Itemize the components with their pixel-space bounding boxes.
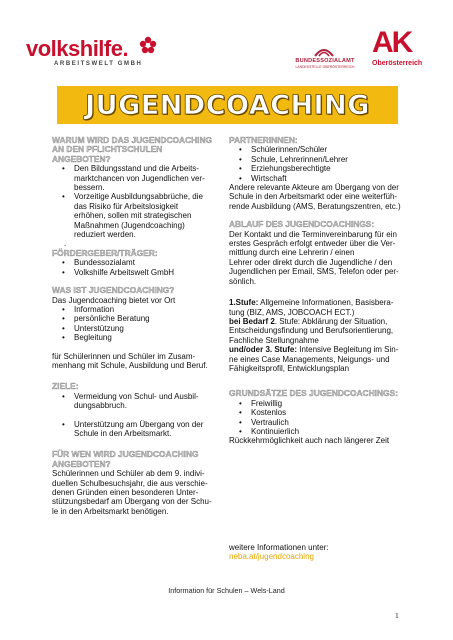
fuer-wen-text xyxy=(52,469,230,516)
stage-2 xyxy=(229,317,411,345)
line: erstes Gespräch erfolgt entweder über die Ver- xyxy=(229,239,396,249)
stage-2-label: bei Bedarf 2 xyxy=(229,316,275,326)
line: sönlich. xyxy=(229,276,257,286)
list-item: • Volkshilfe Arbeitswelt GmbH xyxy=(52,268,230,277)
partnerinnen-text xyxy=(229,183,411,211)
grundsaetze-list xyxy=(229,399,411,437)
list-item: • Wirtschaft xyxy=(229,174,411,183)
stage-3-text: ne eines Case Managements, Neigungs- und xyxy=(229,354,390,364)
ablauf-text xyxy=(229,230,411,286)
stage-1-text: tung (BIZ, AMS, JOBCOACH ECT.) xyxy=(229,307,355,317)
volkshilfe-logo xyxy=(26,36,156,70)
ak-logo xyxy=(368,26,426,70)
line: Der Kontakt und die Terminvereinbarung für ein xyxy=(229,229,397,239)
right-column xyxy=(229,136,411,562)
line: Schule in den Arbeitsmarkt. xyxy=(74,428,172,438)
list-item: • Begleitung xyxy=(52,333,230,342)
list-item xyxy=(52,420,230,439)
heading-line: ANGEBOTEN? xyxy=(52,458,111,469)
bundessozialamt-subtitle: LANDESSTELLE OBERÖSTERREICH xyxy=(295,65,355,69)
list-item xyxy=(52,164,230,192)
volkshilfe-subtitle: ARBEITSWELT GMBH xyxy=(54,61,143,67)
heading-partnerinnen: PARTNERINNEN: xyxy=(229,135,298,145)
line: denen Gründen einen besonderen Unter- xyxy=(52,488,199,497)
list-item: • Schülerinnen/Schüler xyxy=(229,145,411,154)
list-item xyxy=(52,192,230,239)
line: duellen Schulbesuchsjahr, die aus verschie- xyxy=(52,478,208,488)
partnerinnen-list xyxy=(229,145,411,183)
list-item: • Kostenlos xyxy=(229,408,411,417)
line: rende Ausbildung (AMS, Beratungszentren, etc.) xyxy=(229,201,401,211)
heading-ablauf: ABLAUF DES JUGENDCOACHINGS: xyxy=(229,219,375,230)
heading-line: AN DEN PFLICHTSCHULEN xyxy=(52,144,163,155)
was-ist-outro xyxy=(52,352,230,371)
heading-foerdergeber: FÖRDERGEBER/TRÄGER: xyxy=(52,247,158,258)
list-item: • Bundessozialamt xyxy=(52,258,230,267)
line: • Vermeidung von Schul- und Ausbil- xyxy=(74,391,199,401)
list-item: • Schule, Lehrerinnen/Lehrer xyxy=(229,155,411,164)
banner-title: JUGENDCOACHING xyxy=(85,89,370,121)
line: • Den Bildungsstand und die Arbeits- xyxy=(74,164,199,174)
stage-1 xyxy=(229,298,411,317)
line: • Vorzeitige Ausbildungsabbrüche, die xyxy=(74,192,203,202)
more-info-link[interactable]: neba.at/jugendcoaching xyxy=(229,552,314,562)
line: Maßnahmen (Jugendcoaching) xyxy=(74,220,185,230)
line: dungsabbruch. xyxy=(74,401,127,411)
list-item: • Kontinuierlich xyxy=(229,427,411,436)
heading-fuer-wen xyxy=(52,450,230,469)
ak-letters: AK xyxy=(372,26,412,59)
line: reduziert werden. xyxy=(74,230,136,240)
list-item xyxy=(52,392,230,411)
line: das Risiko für Arbeitslosigkeit xyxy=(74,201,179,211)
stray-dot: . xyxy=(64,239,67,249)
ak-region: Oberösterreich xyxy=(372,60,423,67)
list-item: • Erziehungsberechtigte xyxy=(229,164,411,173)
heading-grundsaetze: GRUNDSÄTZE DES JUGENDCOACHINGS: xyxy=(229,388,398,399)
was-ist-list xyxy=(52,305,230,343)
title-banner xyxy=(57,86,398,124)
was-ist-intro: Das Jugendcoaching bietet vor Ort xyxy=(52,295,176,305)
list-item: • Vertraulich xyxy=(229,418,411,427)
stage-1-text: Allgemeine Informationen, Basisbera- xyxy=(258,298,394,308)
list-item: • Information xyxy=(52,305,230,314)
warum-list xyxy=(52,164,230,239)
stage-3-label: und/oder 3. Stufe: xyxy=(229,345,297,355)
grundsaetze-text: Rückkehrmöglichkeit auch nach längerer Zeit xyxy=(229,436,390,446)
line: Jugendlichen per Email, SMS, Telefon oder per- xyxy=(229,267,399,277)
stage-3-text: Fähigkeitsprofil, Entwicklungsplan xyxy=(229,363,350,373)
page-number: 1 xyxy=(395,611,399,620)
stage-2-text: . Stufe: Abklärung der Situation, xyxy=(274,316,388,326)
line: menhang mit Schule, Ausbildung und Beruf. xyxy=(52,360,208,370)
stage-1-label: 1.Stufe: xyxy=(229,298,259,308)
line: mittlung durch eine Lehrerin / einen xyxy=(229,248,355,258)
heading-was-ist: WAS IST JUGENDCOACHING? xyxy=(52,285,175,296)
list-item: • Freiwillig xyxy=(229,399,411,408)
stage-2-text: Entscheidungsfindung und Berufsorientierung, xyxy=(229,326,394,336)
stage-2-text: Fachliche Stellungnahme xyxy=(229,335,319,345)
line: Schülerinnen und Schüler ab dem 9. indivi- xyxy=(52,469,205,479)
bundessozialamt-logo xyxy=(292,46,358,72)
line: Lehrer oder direkt durch die Jugendliche / den xyxy=(229,257,393,267)
line: bessern. xyxy=(74,183,105,193)
line: für Schülerinnen und Schüler im Zusam- xyxy=(52,351,196,361)
list-item: • Unterstützung xyxy=(52,324,230,333)
line: erhöhen, sollen mit strategischen xyxy=(74,211,192,221)
heading-line: WARUM WIRD DAS JUGENDCOACHING xyxy=(52,135,213,145)
list-item: • persönliche Beratung xyxy=(52,314,230,323)
volkshilfe-wordmark: volkshilfe. xyxy=(26,36,129,61)
line: Andere relevante Akteure am Übergang von der xyxy=(229,183,399,193)
line: marktchancen von Jugendlichen ver- xyxy=(74,173,205,183)
left-column xyxy=(52,136,230,516)
foerdergeber-list xyxy=(52,258,230,277)
heading-warum xyxy=(52,136,230,164)
flower-icon xyxy=(138,35,158,55)
heading-line: ANGEBOTEN? xyxy=(52,153,111,164)
line: Schule in den Arbeitsmarkt oder eine weiterfüh- xyxy=(229,192,398,202)
heading-line: FÜR WEN WIRD JUGENDCOACHING xyxy=(52,449,199,460)
more-info-label: weitere Informationen unter: xyxy=(229,542,329,552)
line: le in den Arbeitsmarkt benötigen. xyxy=(52,506,169,516)
stage-3 xyxy=(229,345,411,373)
heading-ziele: ZIELE: xyxy=(52,381,79,392)
line: • Unterstützung am Übergang von der xyxy=(74,419,204,429)
line: stützungsbedarf am Übergang von der Schu- xyxy=(52,497,212,507)
bundessozialamt-mark-icon xyxy=(314,46,334,57)
bundessozialamt-name: BUNDESSOZIALAMT xyxy=(295,58,355,64)
ziele-list xyxy=(52,392,230,439)
stage-3-text: Intensive Begleitung im Sin- xyxy=(297,345,399,355)
footer-text: Information für Schulen – Wels-Land xyxy=(168,586,285,595)
